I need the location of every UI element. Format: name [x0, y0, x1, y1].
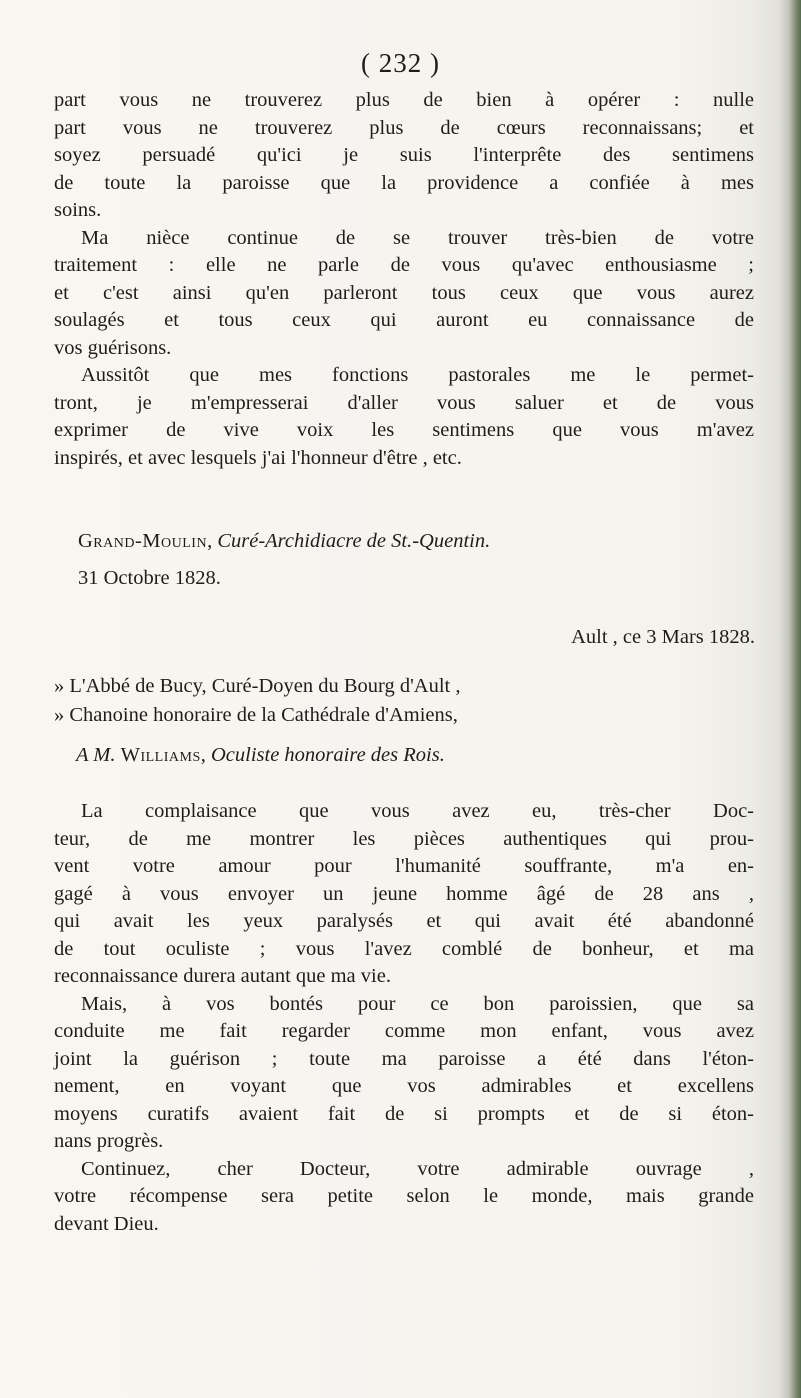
- text-line: devant Dieu.: [54, 1212, 159, 1235]
- recipient-title: Oculiste honoraire des Rois.: [210, 744, 445, 766]
- letter2-sender: [54, 672, 754, 730]
- text-line: gagé à vous envoyer un jeune homme âgé de 28 ans ,: [54, 882, 754, 905]
- text-line: part vous ne trouverez plus de bien à opérer : nulle: [54, 89, 754, 111]
- signature-separator: ,: [207, 530, 218, 552]
- text-line: nement, en voyant que vos admirables et excellens: [54, 1075, 754, 1097]
- letter2-body: [54, 798, 754, 1238]
- text-line: vent votre amour pour l'humanité souffrante, m'a en-: [54, 855, 754, 877]
- letter1-date: 31 Octobre 1828.: [78, 567, 221, 589]
- sender-line: » Chanoine honoraire de la Cathédrale d'Amiens,: [54, 704, 458, 726]
- text-line: exprimer de vive voix les sentimens que vous m'avez: [54, 419, 754, 441]
- letter1-paragraph-2: [54, 225, 754, 363]
- text-line: vos guérisons.: [54, 336, 172, 359]
- signature-name: Grand-Moulin: [78, 530, 208, 552]
- text-line: conduite me fait regarder comme mon enfant, vous avez: [54, 1020, 754, 1042]
- text-line: de toute la paroisse que la providence a confiée à mes: [54, 171, 754, 194]
- text-line: teur, de me montrer les pièces authentiques qui prou-: [54, 827, 754, 850]
- text-line: La complaisance que vous avez eu, très-cher Doc-: [81, 800, 754, 822]
- letter1-body: [54, 87, 754, 472]
- text-line: Ma nièce continue de se trouver très-bien de votre: [81, 226, 754, 249]
- text-line: nans progrès.: [54, 1130, 164, 1152]
- text-line: moyens curatifs avaient fait de si prompts et de si éton-: [54, 1102, 754, 1125]
- text-line: Continuez, cher Docteur, votre admirable ouvrage ,: [81, 1157, 754, 1180]
- text-line: et c'est ainsi qu'en parleront tous ceux que vous aurez: [54, 281, 754, 304]
- text-line: de tout oculiste ; vous l'avez comblé de bonheur, et ma: [54, 937, 754, 960]
- page-number: ( 232 ): [361, 48, 440, 78]
- recipient-prefix: A M.: [76, 744, 116, 766]
- binding-edge-shadow: [779, 0, 801, 1398]
- letter2-paragraph-2: [54, 991, 754, 1156]
- text-line: part vous ne trouverez plus de cœurs reconnaissans; et: [54, 116, 754, 139]
- text-line: reconnaissance durera autant que ma vie.: [54, 965, 391, 987]
- text-line: soulagés et tous ceux qui auront eu connaissance de: [54, 309, 754, 331]
- text-line: qui avait les yeux paralysés et qui avait été abandonné: [54, 910, 754, 932]
- recipient-name: Williams: [120, 744, 201, 766]
- text-line: joint la guérison ; toute ma paroisse a été dans l'éton-: [54, 1047, 754, 1070]
- letter1-paragraph-3: [54, 362, 754, 472]
- signature-title: Curé-Archidiacre de St.-Quentin.: [217, 530, 491, 552]
- text-line: votre récompense sera petite selon le monde, mais grande: [54, 1185, 754, 1207]
- text-line: traitement : elle ne parle de vous qu'avec enthousiasme ;: [54, 254, 754, 276]
- text-line: soyez persuadé qu'ici je suis l'interprête des sentimens: [54, 144, 754, 166]
- letter2-recipient: [76, 744, 445, 767]
- sender-line: » L'Abbé de Bucy, Curé-Doyen du Bourg d'Ault ,: [54, 675, 461, 697]
- letter2-place-date: Ault , ce 3 Mars 1828.: [571, 626, 755, 648]
- letter2-paragraph-1: [54, 798, 754, 991]
- text-line: soins.: [54, 199, 102, 221]
- letter2-paragraph-3: [54, 1156, 754, 1239]
- text-line: tront, je m'empresserai d'aller vous saluer et de vous: [54, 391, 754, 414]
- text-line: Aussitôt que mes fonctions pastorales me le permet-: [81, 364, 754, 386]
- text-line: inspirés, et avec lesquels j'ai l'honneur d'être , etc.: [54, 446, 462, 469]
- text-line: Mais, à vos bontés pour ce bon paroissien, que sa: [81, 992, 754, 1015]
- letter1-signature: [78, 530, 490, 553]
- recipient-separator: ,: [200, 744, 211, 766]
- letter1-paragraph-1: [54, 87, 754, 225]
